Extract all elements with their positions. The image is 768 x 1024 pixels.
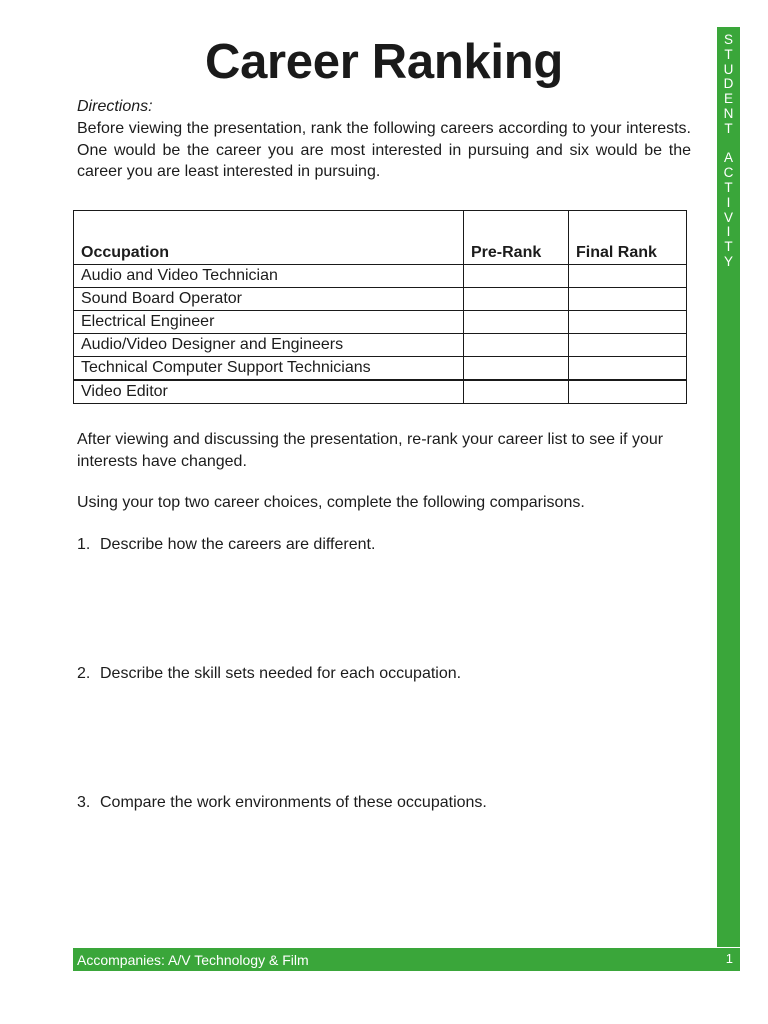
pre-rank-cell[interactable] [464,357,569,381]
page-title: Career Ranking [205,35,563,89]
pre-rank-cell[interactable] [464,265,569,288]
question-1 [77,535,375,555]
footer-bar [73,948,740,971]
side-letter-gap [717,137,740,152]
side-letter: Y [723,253,733,269]
side-letter: V [723,209,733,225]
side-letter: E [723,91,733,107]
table-row [74,334,687,357]
header-final-rank: Final Rank [569,211,687,265]
side-letter: T [724,179,733,195]
pre-rank-cell[interactable] [464,380,569,404]
question-number: 3. [77,794,91,811]
side-letter: S [723,32,733,47]
side-letter: I [726,224,731,240]
side-letter: T [724,46,733,62]
final-rank-cell[interactable] [569,288,687,311]
occupation-cell: Electrical Engineer [74,311,464,334]
using-choices-text: Using your top two career choices, complete the following comparisons. [77,494,585,511]
question-text: Compare the work environments of these occupations. [100,794,487,811]
table-header-row [74,211,687,265]
after-viewing-text: After viewing and discussing the presentation, re-rank your career list to see if your interests have changed. [77,431,664,470]
final-rank-cell[interactable] [569,334,687,357]
career-rank-table [73,210,687,404]
occupation-cell: Sound Board Operator [74,288,464,311]
final-rank-cell[interactable] [569,357,687,381]
side-letter: A [723,150,733,166]
pre-rank-cell[interactable] [464,288,569,311]
table-row [74,380,687,404]
question-3 [77,793,487,813]
header-occupation: Occupation [74,211,464,265]
question-number: 1. [77,536,91,553]
directions-text: Before viewing the presentation, rank the following careers according to your interests. One would be the career you are most interested in pursuing and six would be the career you are least interested in pursuing. [77,120,691,180]
table-row [74,357,687,381]
question-text: Describe how the careers are different. [100,536,376,553]
footer-accompanies: Accompanies: A/V Technology & Film [77,952,309,968]
final-rank-cell[interactable] [569,265,687,288]
final-rank-cell[interactable] [569,311,687,334]
page-number: 1 [725,951,733,966]
side-letter: T [724,120,733,136]
pre-rank-cell[interactable] [464,311,569,334]
occupation-cell: Audio/Video Designer and Engineers [74,334,464,357]
side-letter: I [726,194,731,210]
header-pre-rank: Pre-Rank [464,211,569,265]
side-letter: D [723,76,734,92]
table-row [74,288,687,311]
table-row [74,311,687,334]
final-rank-cell[interactable] [569,380,687,404]
pre-rank-cell[interactable] [464,334,569,357]
question-2 [77,664,461,684]
question-number: 2. [77,665,91,682]
question-text: Describe the skill sets needed for each occupation. [100,665,462,682]
side-letter: U [723,61,734,77]
side-letter: C [723,165,734,181]
occupation-cell: Video Editor [74,380,464,404]
occupation-cell: Audio and Video Technician [74,265,464,288]
table-row [74,265,687,288]
directions-label: Directions: [77,98,153,115]
side-tab-letters [717,33,740,270]
occupation-cell: Technical Computer Support Technicians [74,357,464,381]
student-activity-side-tab [717,27,740,947]
side-letter: T [724,239,733,255]
side-letter: N [723,105,734,121]
